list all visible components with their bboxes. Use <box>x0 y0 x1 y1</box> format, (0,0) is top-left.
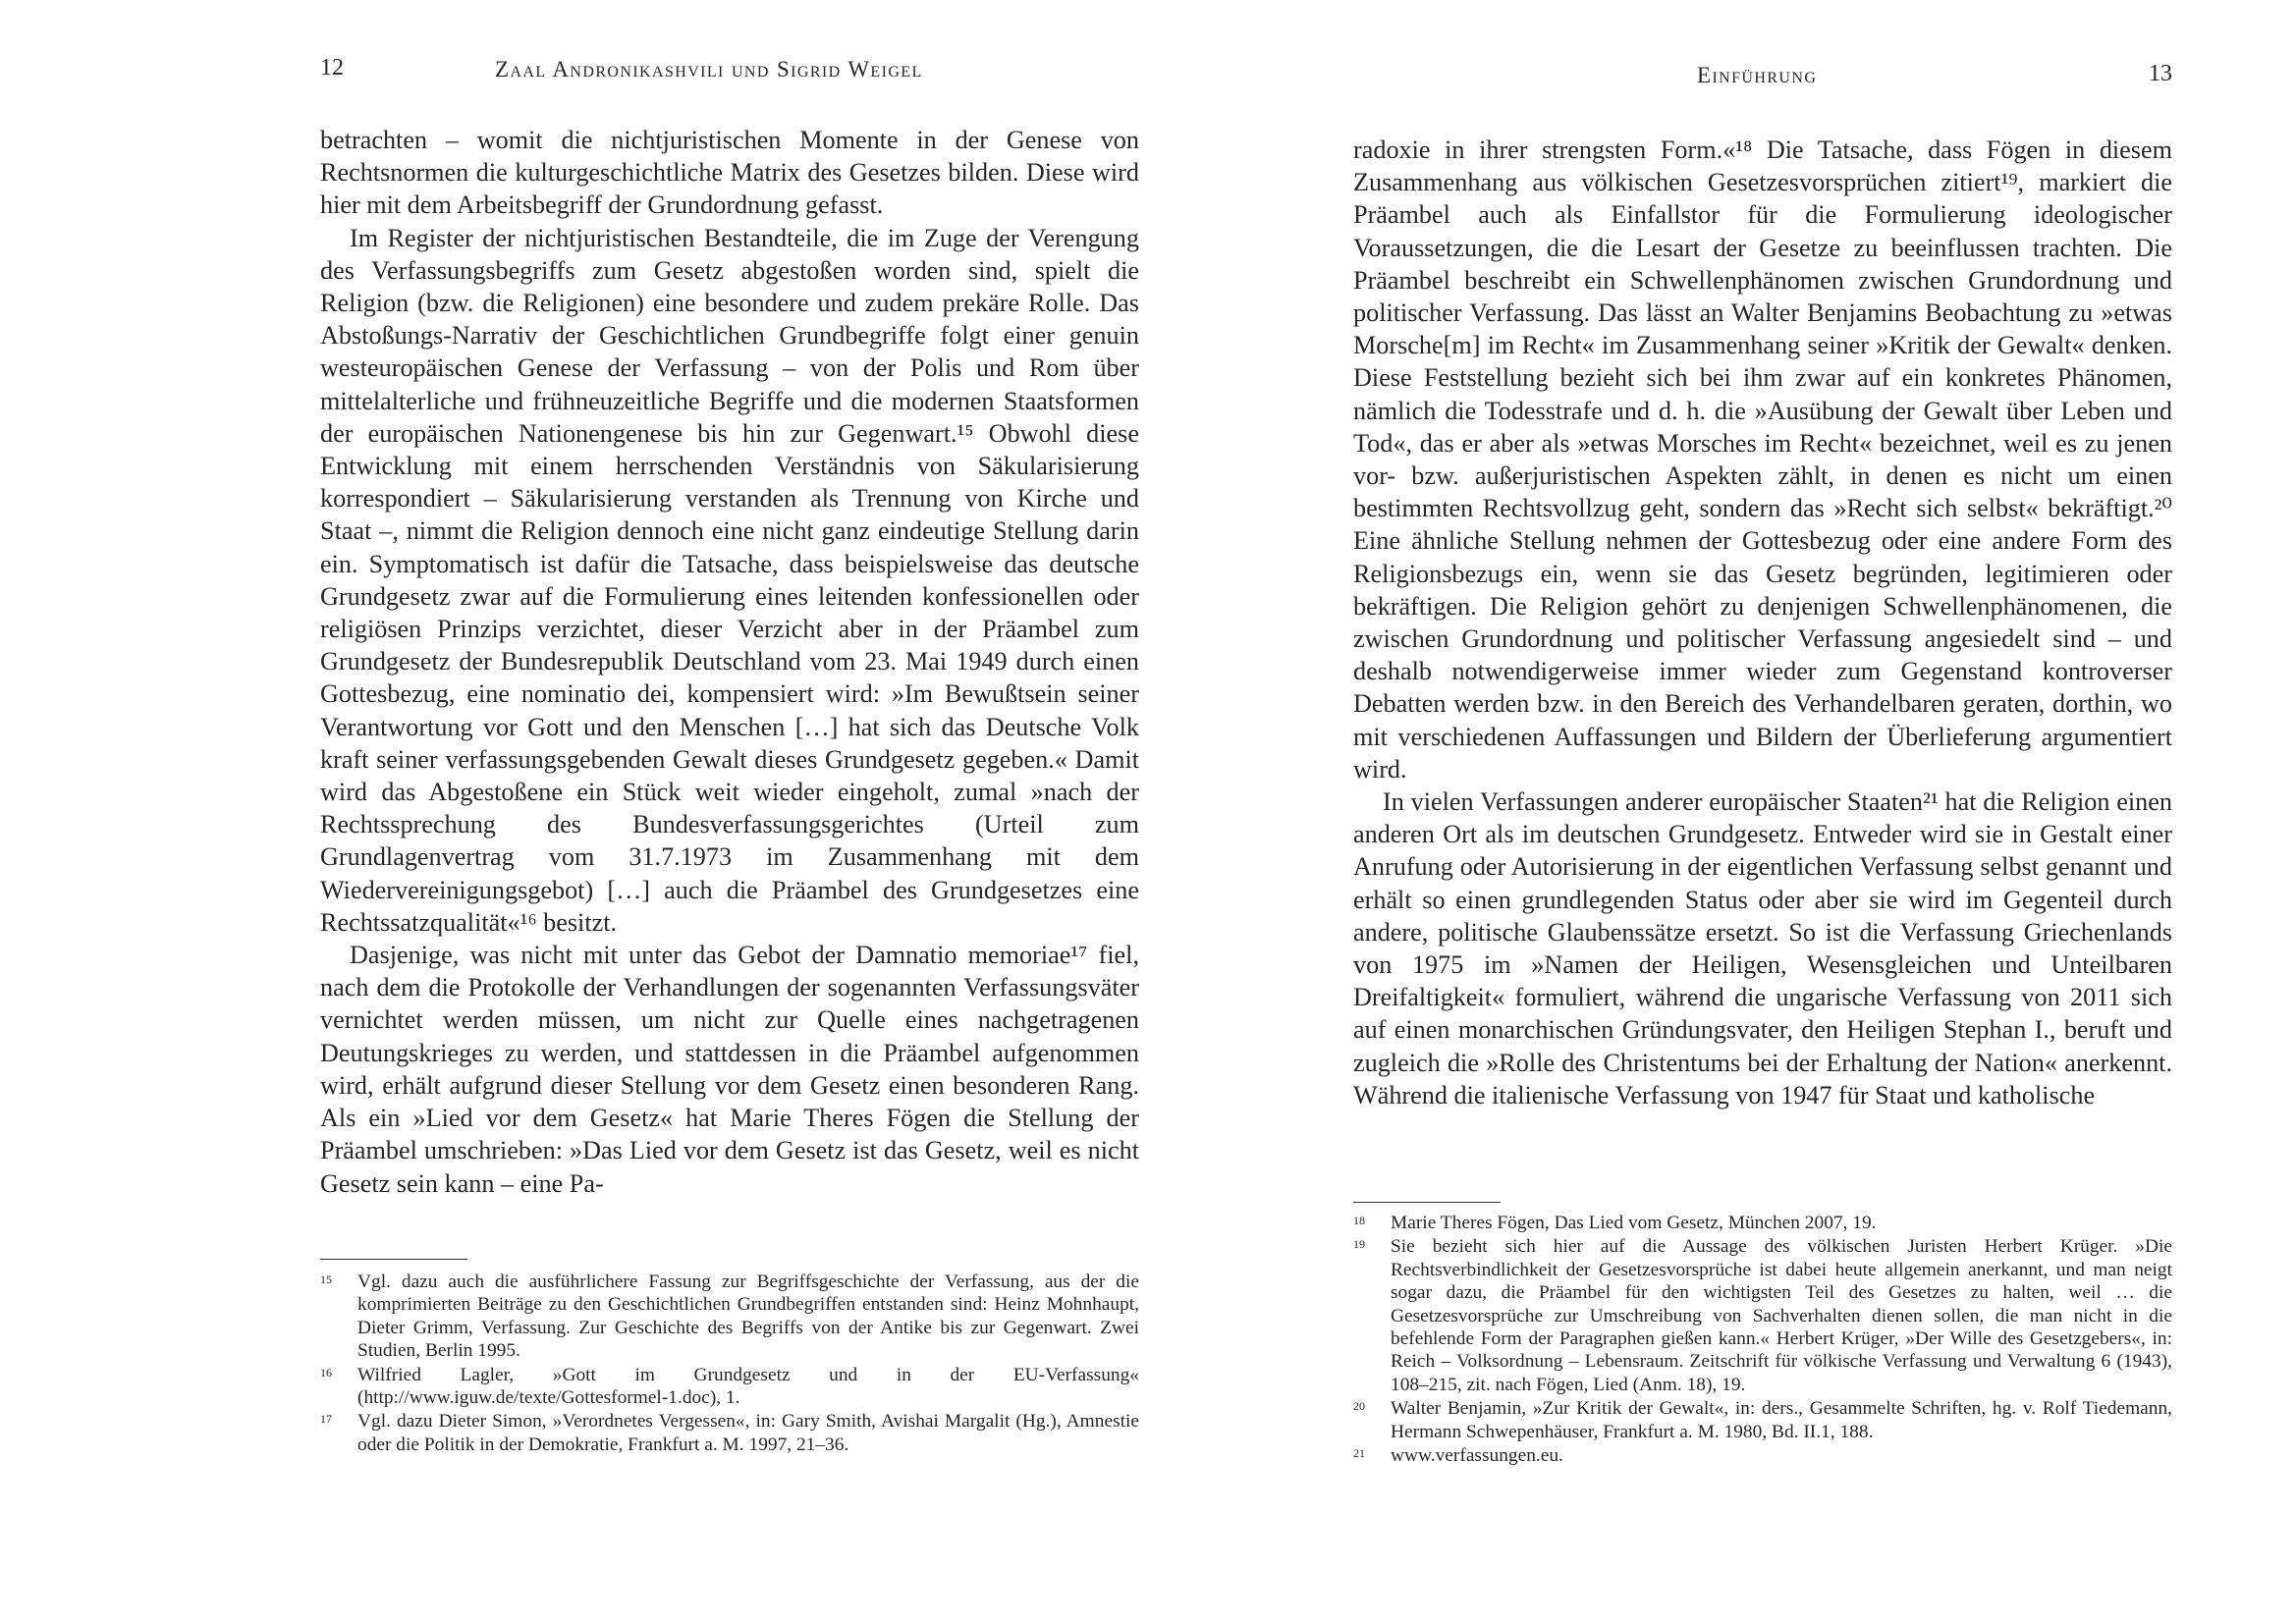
running-head: Zaal Andronikashvili und Sigrid Weigel <box>495 57 923 81</box>
footnote <box>320 1410 1139 1456</box>
footnote-text: Vgl. dazu Dieter Simon, »Verordnetes Vergessen«, in: Gary Smith, Avishai Margalit (Hg.), Amnestie oder die Politik in der Demokratie, Frankfurt a. M. 1997, 21–36. <box>357 1411 1139 1455</box>
footnote-text: www.verfassungen.eu. <box>1391 1445 1563 1467</box>
paragraph: Dasjenige, was nicht mit unter das Gebot der Damnatio memoriae¹⁷ fiel, nach dem die Protokolle der Verhandlungen der sogenannten Verfassungsväter vernichtet werden müssen, um nicht zur Quelle eines nachgetragenen Deutungskrieges zu werden, und stattdessen in die Präambel aufgenommen wird, erhält aufgrund dieser Stellung vor dem Gesetz einen besonderen Rang. Als ein »Lied vor dem Gesetz« hat Marie Theres Fögen die Stellung der Präambel umschrieben: »Das Lied vor dem Gesetz ist das Gesetz, weil es nicht Gesetz sein kann – eine Pa- <box>320 941 1139 1198</box>
running-head: Einführung <box>1697 63 1818 87</box>
footnote-number: 15 <box>320 1272 332 1286</box>
footnotes <box>1353 1212 2172 1468</box>
page-number: 12 <box>320 55 344 81</box>
footnote-number: 16 <box>320 1365 332 1380</box>
footnotes <box>320 1271 1139 1457</box>
right-page-header <box>1353 55 2172 94</box>
paragraph: radoxie in ihrer strengsten Form.«¹⁸ Die Tatsache, dass Fögen in diesem Zusammenhang aus völkischen Gesetzesvorsprüchen zitiert¹⁹, markiert die Präambel auch als Einfallstor für die Formulierung ideologischer Voraussetzungen, die die Lesart der Gesetze zu beeinflussen trachten. Die Präambel beschreibt ein Schwellenphänomen zwischen Grundordnung und politischer Verfassung. Das lässt an Walter Benjamins Beobachtung zu »etwas Morsche[m] im Recht« im Zusammenhang seiner »Kritik der Gewalt« denken. Diese Feststellung bezieht sich bei ihm zwar auf ein konkretes Phänomen, nämlich die Todesstrafe und d. h. die »Ausübung der Gewalt über Leben und Tod«, das er aber als »etwas Morsches im Recht« bezeichnet, weil es zu jenen vor- bzw. außerjuristischen Aspekten zählt, in denen es nicht um einen bestimmten Rechtsvollzug geht, sondern das »Recht sich selbst« bekräftigt.²⁰ Eine ähnliche Stellung nehmen der Gottesbezug oder eine andere Form des Religionsbezugs ein, wenn sie das Gesetz begründen, legitimieren oder bekräftigen. Die Religion gehört zu denjenigen Schwellenphänomenen, die zwischen Grundordnung und politischer Verfassung angesiedelt sind – und deshalb notwendigerweise immer wieder zum Gegenstand kontroverser Debatten werden bzw. in den Bereich des Verhandelbaren geraten, dorthin, wo mit verschiedenen Auffassungen und Bildern der Überlieferung argumentiert wird. <box>1353 135 2172 784</box>
footnote-text: Sie bezieht sich hier auf die Aussage des völkischen Juristen Herbert Krüger. »Die Rechtsverbindlichkeit der Gesetzesvorsprüche ist dabei heute allgemein anerkannt, und man neigt sogar dazu, die Präambel für den wichtigsten Teil des Gesetzes zu halten, weil … die Gesetzesvorsprüche zur Umschreibung von Sachverhalten dienen sollen, die man nicht in die befehlende Form der Paragraphen gießen kann.« Herbert Krüger, »Der Wille des Gesetzgebers«, in: Reich – Volksordnung – Lebensraum. Zeitschrift für völkische Verfassung und Verwaltung 6 (1943), 108–215, zit. nach Fögen, Lied (Anm. 18), 19. <box>1391 1236 2172 1395</box>
footnote-number: 20 <box>1353 1399 1365 1414</box>
page-number: 13 <box>2149 61 2172 86</box>
footnote-rule <box>320 1259 467 1260</box>
footnote <box>1353 1397 2172 1443</box>
footnote <box>1353 1235 2172 1396</box>
footnote <box>1353 1444 2172 1467</box>
footnote <box>1353 1212 2172 1234</box>
paragraph: Im Register der nichtjuristischen Bestandteile, die im Zuge der Verengung des Verfassungsbegriffs zum Gesetz abgestoßen worden sind, spielt die Religion (bzw. die Religionen) eine besondere und zudem prekäre Rolle. Das Abstoßungs-Narrativ der Geschichtlichen Grundbegriffe folgt einer genuin westeuropäischen Genese der Verfassung – von der Polis und Rom über mittelalterliche und frühneuzeitliche Begriffe und die modernen Staatsformen der europäischen Nationengenese bis hin zur Gegenwart.¹⁵ Obwohl diese Entwicklung mit einem herrschenden Verständnis von Säkularisierung korrespondiert – Säkularisierung verstanden als Trennung von Kirche und Staat –, nimmt die Religion dennoch eine nicht ganz eindeutige Stellung darin ein. Symptomatisch ist dafür die Tatsache, dass beispielsweise das deutsche Grundgesetz zwar auf die Formulierung eines leitenden konfessionellen oder religiösen Prinzips verzichtet, dieser Verzicht aber in der Präambel zum Grundgesetz der Bundesrepublik Deutschland vom 23. Mai 1949 durch einen Gottesbezug, eine nominatio dei, kompensiert wird: »Im Bewußtsein seiner Verantwortung vor Gott und den Menschen […] hat sich das Deutsche Volk kraft seiner verfassungsgebenden Gewalt dieses Grundgesetz gegeben.« Damit wird das Abgestoßene ein Stück weit wieder eingeholt, zumal »nach der Rechtssprechung des Bundesverfassungsgerichtes (Urteil zum Grundlagenvertrag vom 31.7.1973 im Zusammenhang mit dem Wiedervereinigungsgebot) […] auch die Präambel des Grundgesetzes eine Rechtssatzqualität«¹⁶ besitzt. <box>320 223 1139 937</box>
footnote-text: Wilfried Lagler, »Gott im Grundgesetz und in der EU-Verfassung« (http://www.iguw.de/texte/Gottesformel-1.doc), 1. <box>357 1364 1139 1409</box>
footnote-text: Marie Theres Fögen, Das Lied vom Gesetz, München 2007, 19. <box>1391 1213 1877 1233</box>
body-text <box>1353 134 2172 1111</box>
footnote-text: Walter Benjamin, »Zur Kritik der Gewalt«, in: ders., Gesammelte Schriften, hg. v. Rolf Tiedemann, Hermann Schwepenhäuser, Frankfurt a. M. 1980, Bd. II.1, 188. <box>1391 1398 2172 1442</box>
footnote-text: Vgl. dazu auch die ausführlichere Fassung zur Begriffsgeschichte der Verfassung, aus der die komprimierten Beiträge zu den Geschichtlichen Grundbegriffen entstanden sind: Heinz Mohnhaupt, Dieter Grimm, Verfassung. Zur Geschichte des Begriffs von der Antike bis zur Gegenwart. Zwei Studien, Berlin 1995. <box>357 1271 1139 1362</box>
paragraph: In vielen Verfassungen anderer europäischer Staaten²¹ hat die Religion einen anderen Ort als im deutschen Grundgesetz. Entweder wird sie in Gestalt einer Anrufung oder Autorisierung in der eigentlichen Verfassung selbst genannt und erhält so einen grundlegenden Status oder aber sie wird im Gegenteil durch andere, politische Glaubenssätze ersetzt. So ist die Verfassung Griechenlands von 1975 im »Namen der Heiligen, Wesensgleichen und Unteilbaren Dreifaltigkeit« formuliert, während die ungarische Verfassung von 2011 sich auf einen monarchischen Gründungsvater, den Heiligen Stephan I., beruft und zugleich die »Rolle des Christentums bei der Erhaltung der Nation« anerkennt. Während die italienische Verfassung von 1947 für Staat und katholische <box>1353 787 2172 1109</box>
footnote-rule <box>1353 1202 1501 1203</box>
footnote-number: 18 <box>1353 1214 1365 1227</box>
footnote-number: 21 <box>1353 1446 1365 1461</box>
footnote-number: 19 <box>1353 1237 1365 1252</box>
footnote <box>320 1364 1139 1410</box>
footnote-number: 17 <box>320 1412 332 1427</box>
left-page-header <box>320 55 1139 94</box>
body-text <box>320 124 1139 1200</box>
paragraph: betrachten – womit die nichtjuristischen Momente in der Genese von Rechtsnormen die kulturgeschichtliche Matrix des Gesetzes bilden. Diese wird hier mit dem Arbeitsbegriff der Grundordnung gefasst. <box>320 126 1139 220</box>
footnote <box>320 1271 1139 1363</box>
